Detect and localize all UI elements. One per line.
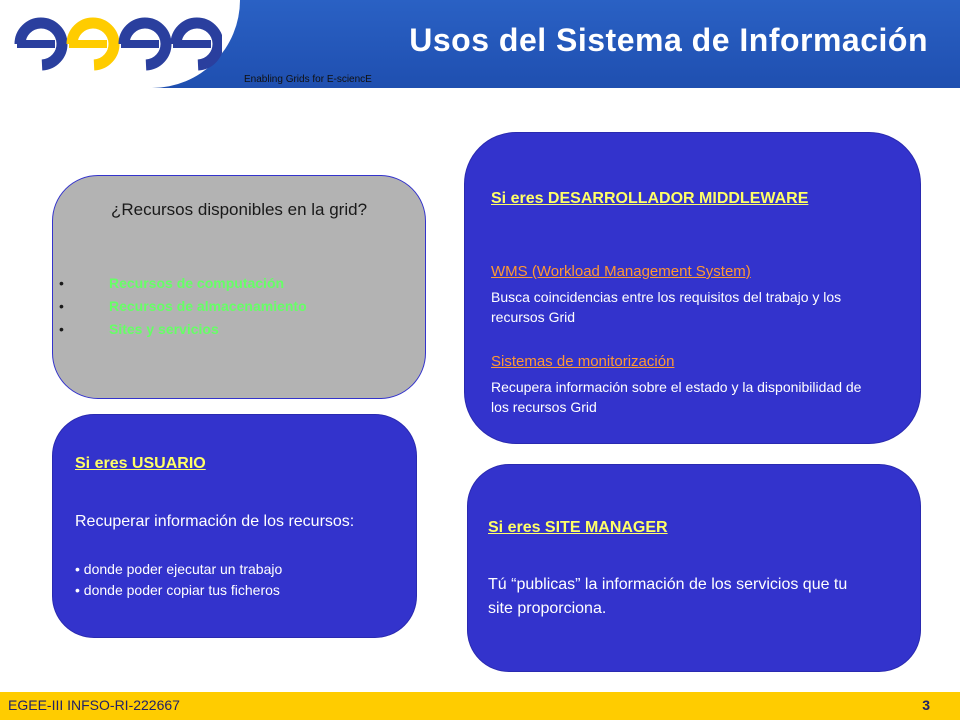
logo-area bbox=[0, 0, 240, 88]
user-bullet-label: donde poder copiar tus ficheros bbox=[83, 582, 280, 598]
resources-box bbox=[52, 175, 426, 399]
site-manager-box bbox=[467, 464, 921, 672]
user-box bbox=[52, 414, 417, 638]
resource-item-label: Recursos de computación bbox=[109, 275, 285, 291]
tagline: Enabling Grids for E-sciencE bbox=[244, 74, 372, 85]
wms-description: Busca coincidencias entre los requisitos del trabajo y los recursos Grid bbox=[491, 289, 842, 325]
header-band bbox=[0, 0, 960, 88]
resources-question: ¿Recursos disponibles en la grid? bbox=[110, 200, 368, 219]
user-heading-link[interactable]: Si eres USUARIO bbox=[75, 455, 206, 472]
user-bullet-label: donde poder ejecutar un trabajo bbox=[83, 561, 283, 577]
monitoring-description: Recupera información sobre el estado y la disponibilidad de los recursos Grid bbox=[491, 379, 862, 415]
list-item: • Recursos de almacenamiento bbox=[59, 298, 307, 314]
site-manager-heading-link[interactable]: Si eres SITE MANAGER bbox=[488, 519, 668, 536]
list-item: • Recursos de computación bbox=[59, 275, 285, 291]
resource-item-label: Sites y servicios bbox=[109, 321, 219, 337]
logo-text: egee bbox=[12, 14, 15, 15]
developer-heading-link[interactable]: Si eres DESARROLLADOR MIDDLEWARE bbox=[491, 190, 809, 207]
list-item: • Sites y servicios bbox=[59, 321, 219, 337]
list-item: • donde poder copiar tus ficheros bbox=[75, 582, 280, 598]
footer-project-id: EGEE-III INFSO-RI-222667 bbox=[8, 697, 180, 713]
page-title: Usos del Sistema de Información bbox=[409, 22, 928, 58]
user-bullets bbox=[75, 559, 282, 601]
user-text: Recuperar información de los recursos: bbox=[75, 513, 355, 530]
monitoring-link[interactable]: Sistemas de monitorización bbox=[491, 353, 675, 370]
list-item: • donde poder ejecutar un trabajo bbox=[75, 561, 283, 577]
site-manager-text: Tú “publicas” la información de los servicios que tu site proporciona. bbox=[488, 576, 848, 617]
footer-bar bbox=[0, 692, 960, 720]
page-number: 3 bbox=[922, 697, 930, 713]
egee-logo-icon bbox=[12, 14, 222, 74]
developer-box bbox=[464, 132, 921, 444]
wms-link[interactable]: WMS (Workload Management System) bbox=[491, 263, 751, 280]
resources-list bbox=[59, 272, 307, 341]
resource-item-label: Recursos de almacenamiento bbox=[109, 298, 307, 314]
